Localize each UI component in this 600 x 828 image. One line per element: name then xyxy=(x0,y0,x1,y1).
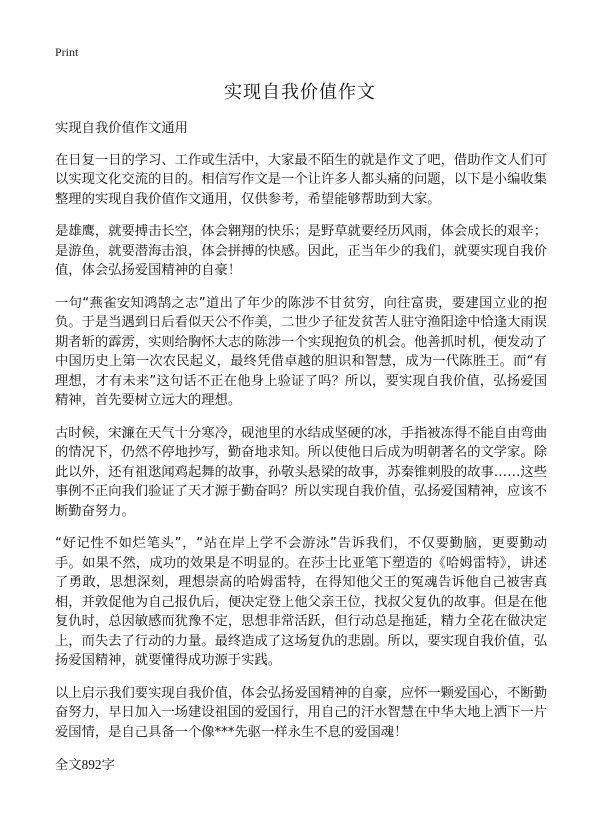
article-paragraph-hamlet: “好记性不如烂笔头”，“站在岸上学不会游泳”告诉我们，不仅要勤脑，更要勤动手。如果不然，成功的效果是不明显的。在莎士比亚笔下塑造的《哈姆雷特》，讲述了勇敢，思想深刻，理想崇高的哈姆雷特，在得知他父王的冤魂告诉他自己被害真相，并敦促他为自己报仇后，便决定登上他父亲王位，找叔父复仇的故事。但是在他复仇时，总因敏感而犹豫不定，思想非常活跃，但行动总是拖延，精力全花在做决定上，而失去了行动的力量。最终造成了这场复仇的悲剧。所以，要实现自我价值，弘扬爱国精神，就要懂得成功源于实践。 xyxy=(55,536,547,668)
article-paragraph-conclusion: 以上启示我们要实现自我价值，体会弘扬爱国精神的自豪，应怀一颗爱国心，不断勤奋努力，早日加入一场建设祖国的爱国行，用自己的汗水智慧在中华大地上洒下一片爱国情，是自己具备一个像***先驱一样永生不息的爱国魂！ xyxy=(55,685,547,740)
word-count xyxy=(55,755,547,776)
article-subtitle: 实现自我价值作文通用 xyxy=(55,121,188,136)
word-count-suffix: 字 xyxy=(101,758,115,773)
print-link[interactable]: Print xyxy=(55,45,79,59)
page-title: 实现自我价值作文 xyxy=(224,82,376,103)
article-body xyxy=(55,119,547,789)
article-paragraph-eagle: 是雄鹰，就要搏击长空，体会翱翔的快乐；是野草就要经历风雨，体会成长的艰辛；是游鱼，就要潜海击浪，体会拼搏的快感。因此，正当年少的我们，就要实现自我价值，体会弘扬爱国精神的自豪！ xyxy=(55,224,547,278)
word-count-value: 892 xyxy=(81,757,102,772)
article-paragraph-chensheng: 一句“燕雀安知鸿鹄之志”道出了年少的陈涉不甘贫穷，向往富贵，要建国立业的抱负。于是当遇到日后看似天公不作美，二世少子征发贫苦人驻守渔阳途中恰逢大雨误期者斩的霹雳，实则给胸怀大志的陈涉一个实现抱负的机会。他善抓时机，便发动了中国历史上第一次农民起义，最终凭借卓越的胆识和智慧，成为一代陈胜王。而“有理想，才有未来”这句话不正在他身上验证了吗？所以，要实现自我价值，弘扬爱国精神，首先要树立远大的理想。 xyxy=(55,295,547,408)
word-count-prefix: 全文 xyxy=(55,758,82,773)
article-paragraph-intro: 在日复一日的学习、工作或生活中，大家最不陌生的就是作文了吧，借助作文人们可以实现文化交流的目的。相信写作文是一个让许多人都头痛的问题，以下是小编收集整理的实现自我价值作文通用，仅供参考，希望能够帮助到大家。 xyxy=(55,152,547,207)
article-paragraph-songlian: 古时候，宋濂在天气十分寒冷，砚池里的水结成坚硬的冰，手指被冻得不能自由弯曲的情况下，仍然不停地抄写，勤奋地求知。所以使他日后成为明朝著名的文学家。除此以外，还有祖逖闻鸡起舞的故事，孙敬头悬梁的故事，苏秦锥刺股的故事……这些事例不正向我们验证了天才源于勤奋吗？所以实现自我价值，弘扬爱国精神，应该不断勤奋努力。 xyxy=(55,425,547,519)
